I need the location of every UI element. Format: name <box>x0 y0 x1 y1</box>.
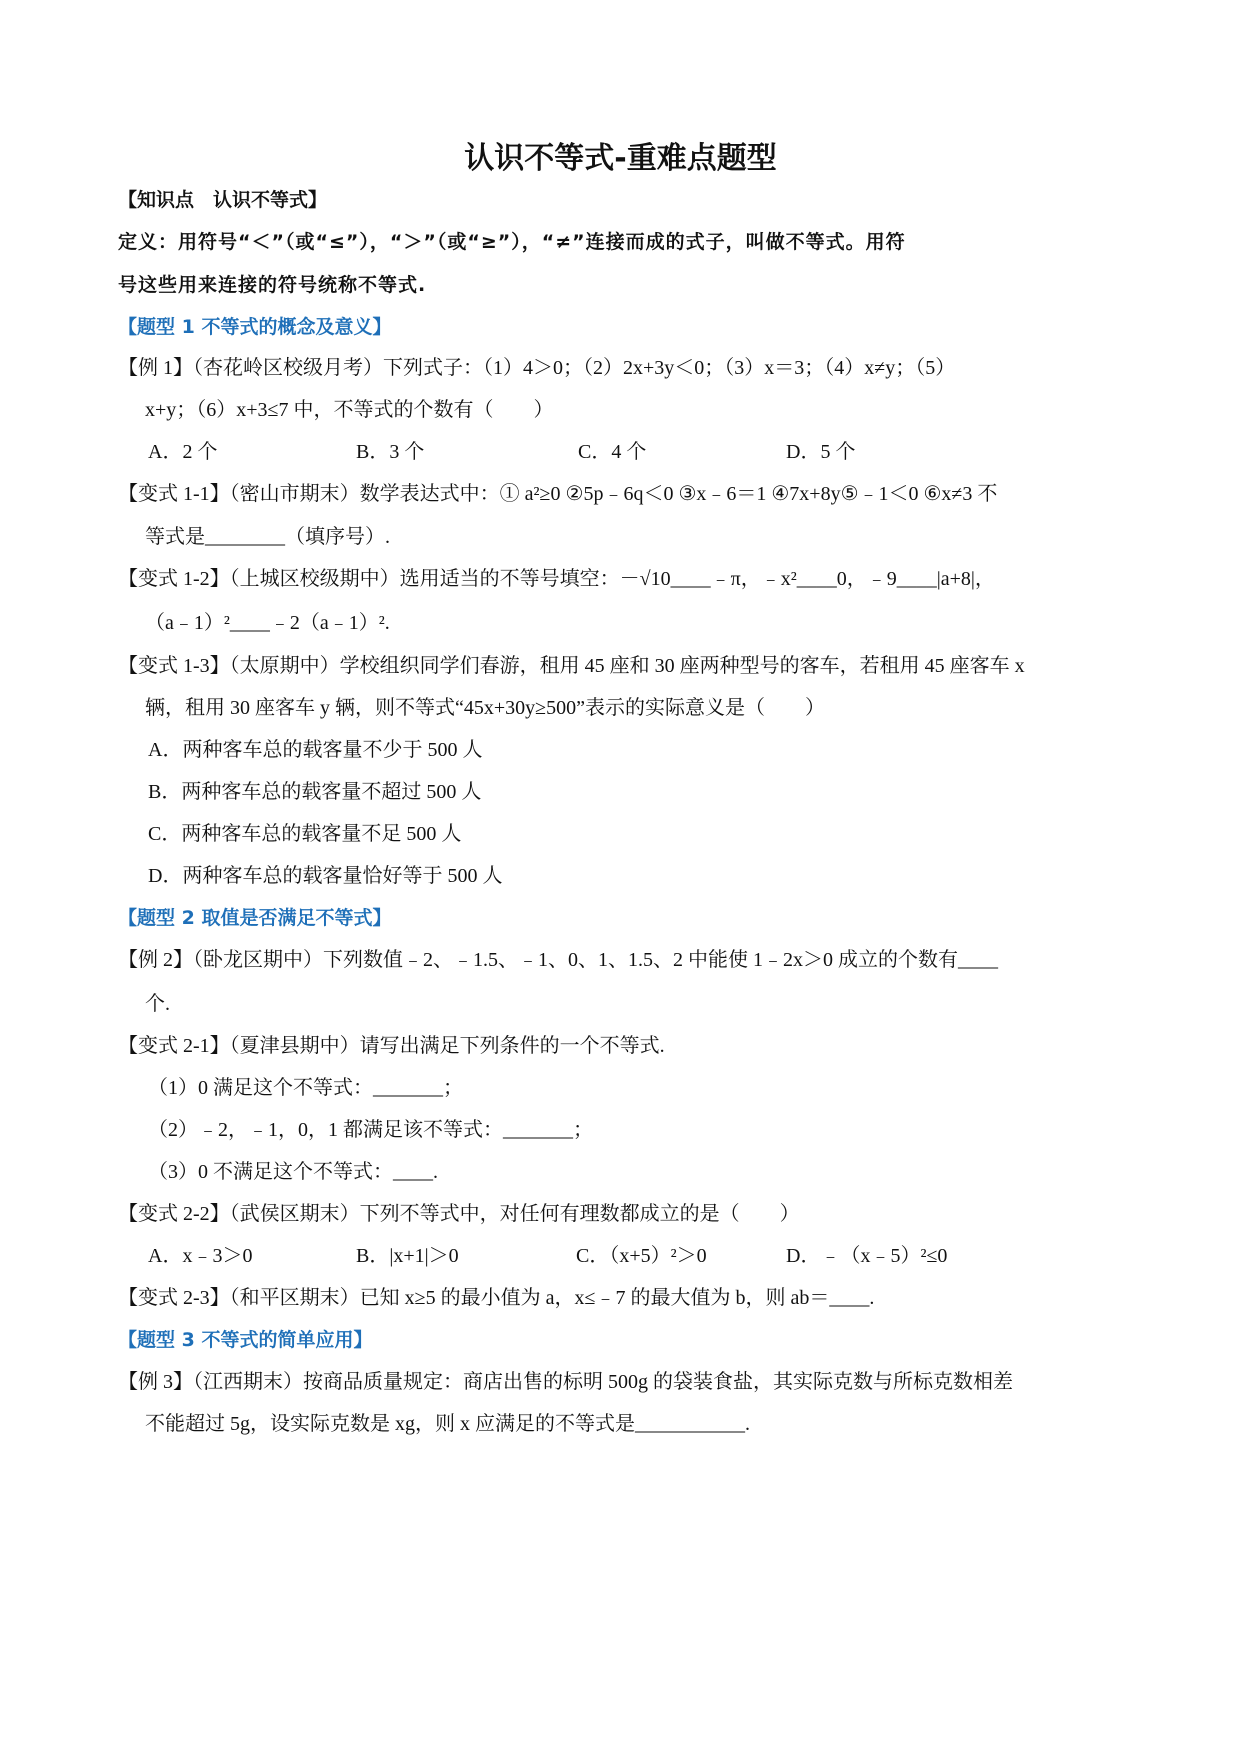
variant-1-3-line-1: 【变式 1-3】（太原期中）学校组织同学们春游，租用 45 座和 30 座两种型号的客车，若租用 45 座客车 x <box>118 655 1025 677</box>
example1-option-a: A．2 个 <box>148 441 218 463</box>
example1-option-c: C．4 个 <box>578 441 647 463</box>
example3-line-2: 不能超过 5g，设实际克数是 xg，则 x 应满足的不等式是___________. <box>145 1413 750 1435</box>
example1-line-2: x+y；（6）x+3≤7 中，不等式的个数有（ ） <box>145 399 554 421</box>
knowledge-heading: 【知识点 认识不等式】 <box>118 189 328 211</box>
variant-1-3-option-b: B．两种客车总的载客量不超过 500 人 <box>148 781 482 803</box>
type2-heading: 【题型 2 取值是否满足不等式】 <box>118 907 392 929</box>
variant-1-2-line-1: 【变式 1-2】（上城区校级期中）选用适当的不等号填空：－√10____﹣π，﹣x²____0，﹣9____|a+8|， <box>118 568 995 590</box>
variant-2-1-item-3: （3）0 不满足这个不等式：____. <box>148 1161 438 1183</box>
variant-2-2-option-a: A．x﹣3＞0 <box>148 1245 253 1267</box>
variant-2-3-line-1: 【变式 2-3】（和平区期末）已知 x≥5 的最小值为 a，x≤﹣7 的最大值为 b，则 ab＝____. <box>118 1287 875 1309</box>
variant-1-3-option-a: A．两种客车总的载客量不少于 500 人 <box>148 739 483 761</box>
example1-line-1: 【例 1】（杏花岭区校级月考）下列式子：（1）4＞0；（2）2x+3y＜0；（3）x＝3；（4）x≠y；（5） <box>118 357 956 379</box>
type3-heading: 【题型 3 不等式的简单应用】 <box>118 1329 373 1351</box>
variant-2-1-line-1: 【变式 2-1】（夏津县期中）请写出满足下列条件的一个不等式. <box>118 1035 665 1057</box>
example2-line-2: 个. <box>145 993 170 1015</box>
definition-line-1: 定义：用符号“＜”（或“≤”），“＞”（或“≥”），“≠”连接而成的式子，叫做不等式。用符 <box>118 231 906 253</box>
variant-1-1-line-2: 等式是________（填序号）. <box>145 526 390 548</box>
variant-1-1-line-1: 【变式 1-1】（密山市期末）数学表达式中：① a²≥0 ②5p﹣6q＜0 ③x﹣6＝1 ④7x+8y⑤﹣1＜0 ⑥x≠3 不 <box>118 483 998 505</box>
example3-line-1: 【例 3】（江西期末）按商品质量规定：商店出售的标明 500g 的袋装食盐，其实际克数与所标克数相差 <box>118 1371 1013 1393</box>
variant-2-2-line-1: 【变式 2-2】（武侯区期末）下列不等式中，对任何有理数都成立的是（ ） <box>118 1203 800 1225</box>
variant-1-2-line-2: （a﹣1）²____﹣2（a﹣1）². <box>145 612 390 634</box>
variant-2-2-option-d: D．﹣（x﹣5）²≤0 <box>786 1245 948 1267</box>
variant-1-3-option-c: C．两种客车总的载客量不足 500 人 <box>148 823 462 845</box>
variant-1-3-option-d: D．两种客车总的载客量恰好等于 500 人 <box>148 865 503 887</box>
example2-line-1: 【例 2】（卧龙区期中）下列数值﹣2、﹣1.5、﹣1、0、1、1.5、2 中能使 1﹣2x＞0 成立的个数有____ <box>118 949 998 971</box>
variant-2-2-option-b: B．|x+1|＞0 <box>356 1245 459 1267</box>
example1-option-b: B．3 个 <box>356 441 425 463</box>
variant-2-1-item-1: （1）0 满足这个不等式：_______； <box>148 1077 463 1099</box>
variant-1-3-line-2: 辆，租用 30 座客车 y 辆，则不等式“45x+30y≥500”表示的实际意义是（ ） <box>145 697 826 719</box>
type1-heading: 【题型 1 不等式的概念及意义】 <box>118 316 392 338</box>
page-title: 认识不等式-重难点题型 <box>464 141 777 176</box>
variant-2-1-item-2: （2）﹣2，﹣1，0，1 都满足该不等式：_______； <box>148 1119 593 1141</box>
example1-option-d: D．5 个 <box>786 441 856 463</box>
variant-2-2-option-c: C．（x+5）²＞0 <box>576 1245 707 1267</box>
definition-line-2: 号这些用来连接的符号统称不等式. <box>118 274 427 296</box>
